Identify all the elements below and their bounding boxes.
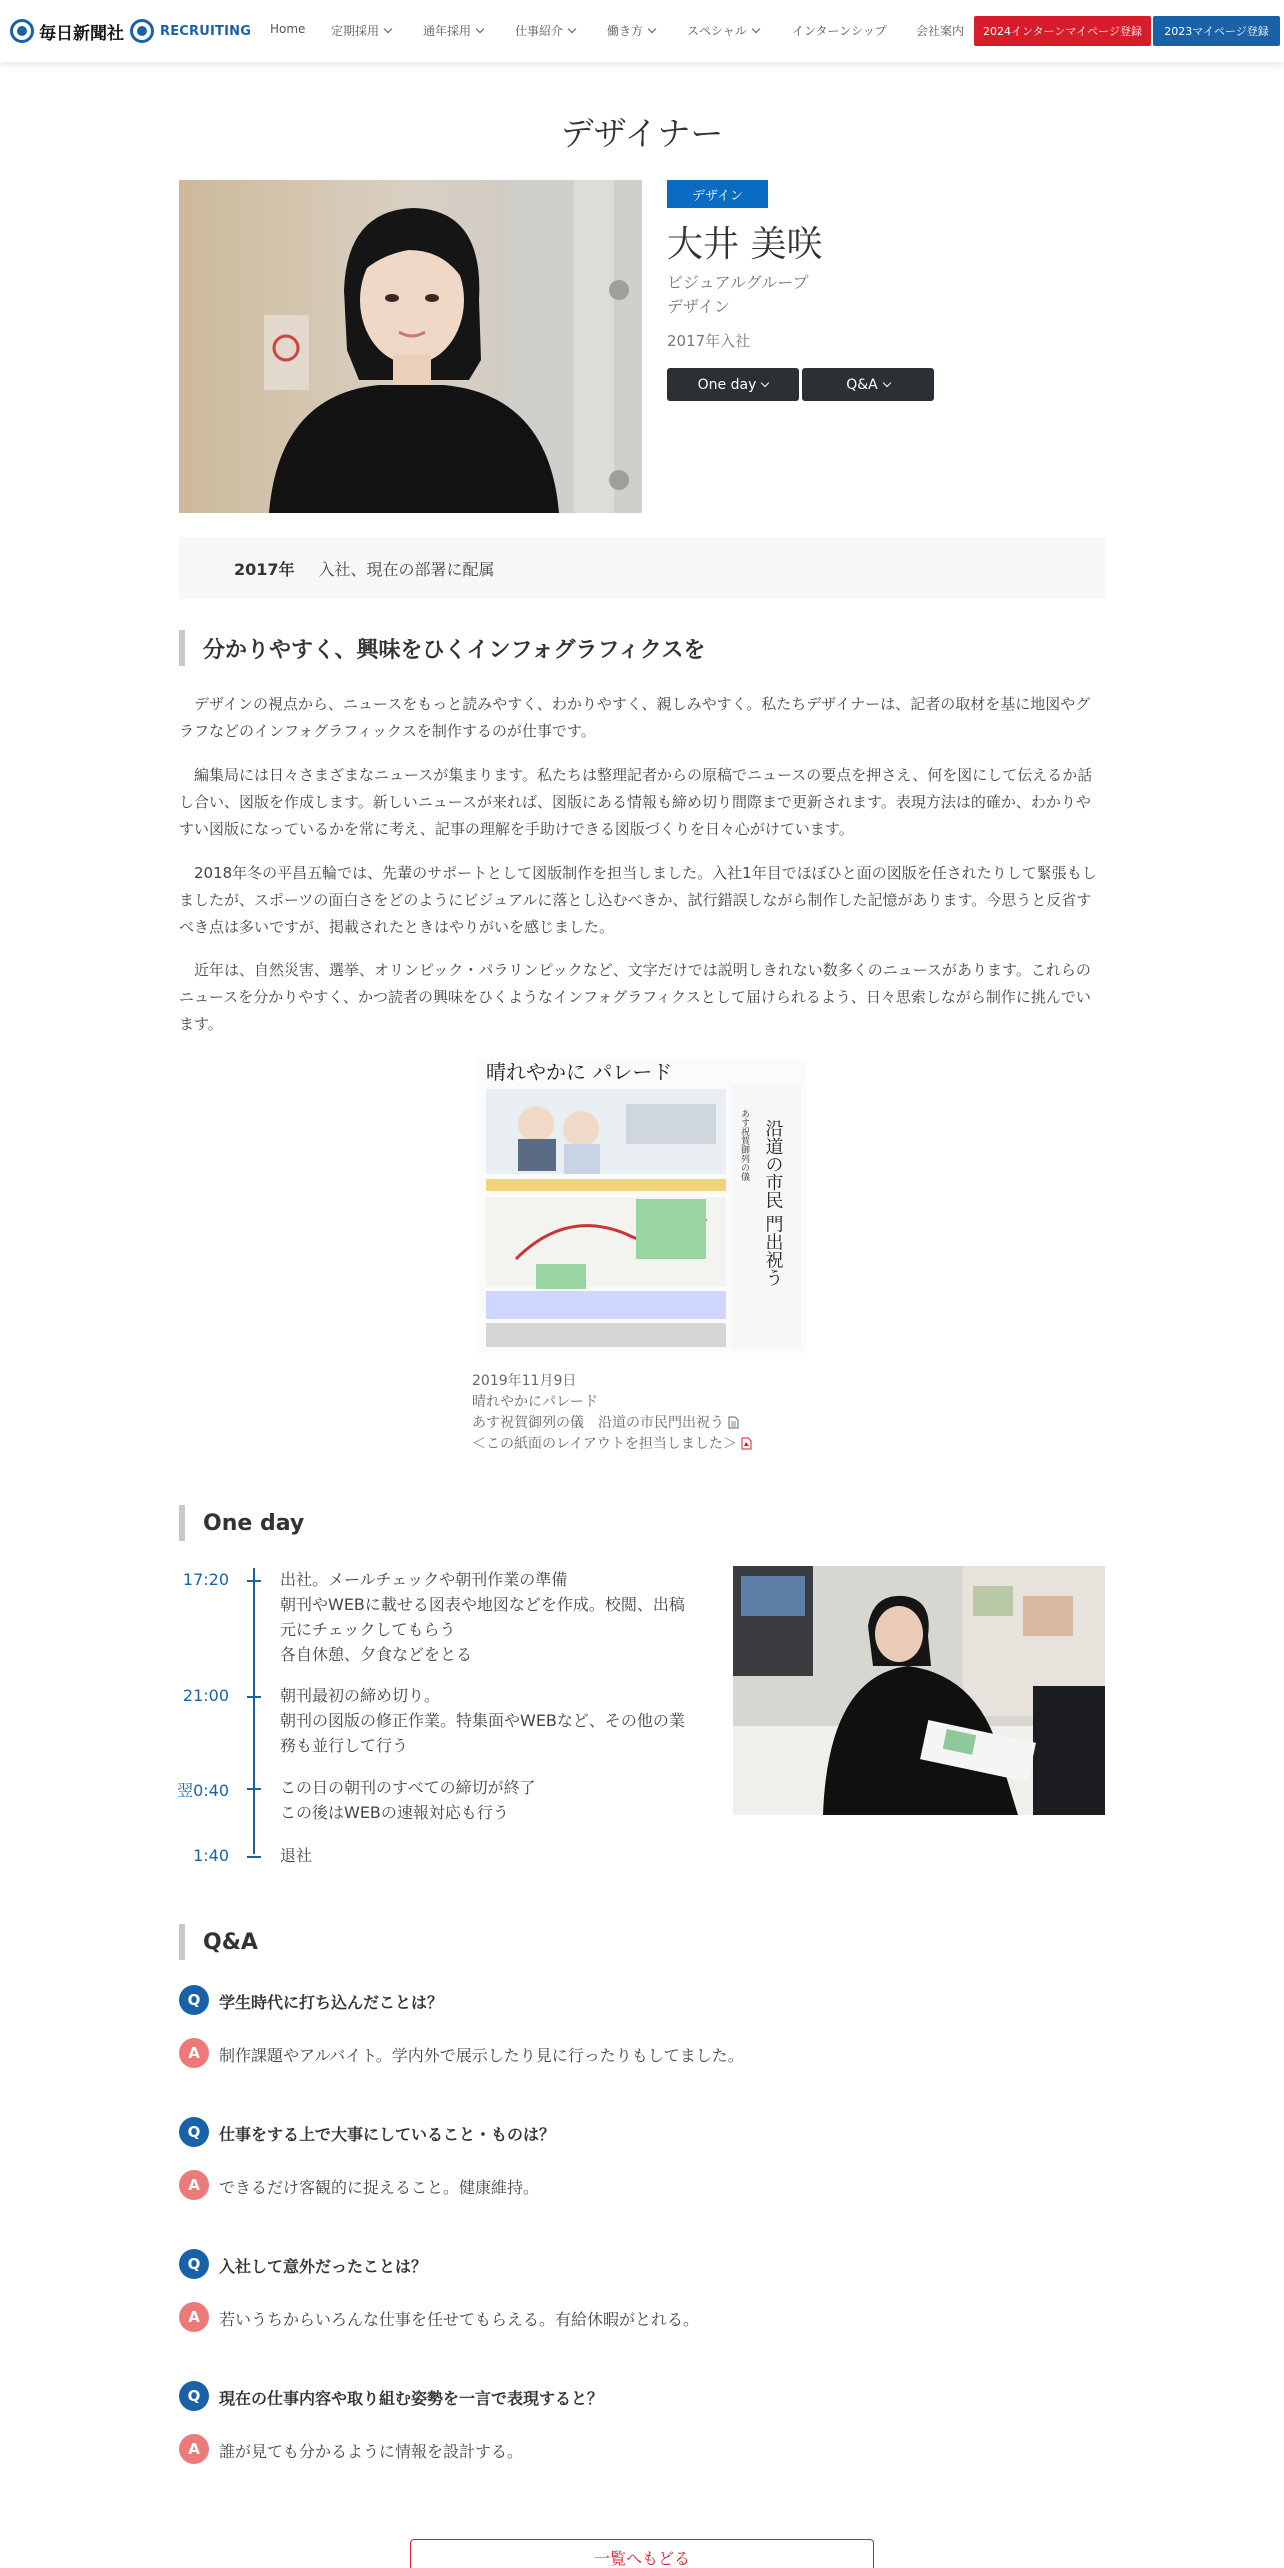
nav-regular-hiring[interactable]: 定期採用	[331, 22, 391, 39]
answer-icon: A	[179, 2434, 209, 2464]
category-badge: デザイン	[667, 180, 768, 208]
timeline-entry: 朝刊最初の締め切り。 朝刊の図版の修正作業。特集面やWEBなど、その他の業 務も並行して行う	[280, 1686, 685, 1755]
answer-icon: A	[179, 2302, 209, 2332]
qa-answer: 若いうちからいろんな仕事を任せてもらえる。有給休暇がとれる。	[219, 2310, 700, 2329]
back-to-list-button[interactable]: 一覧へもどる	[410, 2539, 874, 2568]
qa-question: 入社して意外だったことは？	[219, 2257, 428, 2276]
timeline-time: 1:40	[193, 1846, 229, 1865]
nav-year-round-hiring[interactable]: 通年採用	[423, 22, 483, 39]
timeline-line	[253, 1568, 255, 1854]
chevron-down-icon	[648, 24, 656, 32]
qa-answer: 制作課題やアルバイト。学内外で展示したり見に行ったりもしてました。	[219, 2046, 744, 2065]
mypage-register-button[interactable]: 2023マイページ登録	[1153, 16, 1280, 46]
qa-question: 仕事をする上で大事にしていること・ものは？	[219, 2125, 556, 2144]
timeline-time: 翌0:40	[177, 1781, 229, 1800]
nav-internship[interactable]: インターンシップ	[792, 24, 887, 38]
chevron-down-icon	[384, 24, 392, 32]
caption-pdf-link[interactable]: ＜この紙面のレイアウトを担当しました＞	[472, 1433, 752, 1453]
body-paragraph: 2018年冬の平昌五輪では、先輩のサポートとして図版制作を担当しました。入社1年目でほぼひと面の図版を任されたりして緊張もしましたが、スポーツの面白さをどのようにビジュアルに落とし込むべきか、試行錯誤しながら制作した記憶があります。今思うと反省すべき点は多いですが、掲載されたときはやりがいを感じました。	[179, 864, 1097, 936]
qa-jump-button[interactable]: Q&A	[802, 368, 934, 401]
navbar	[0, 0, 1284, 62]
caption-date: 2019年11月9日	[472, 1373, 577, 1389]
chevron-down-icon	[476, 24, 484, 32]
site-logo[interactable]	[10, 18, 251, 44]
newspaper-side-headline: 沿道の市民 門出祝う	[762, 1119, 784, 1287]
body-paragraph: 編集局には日々さまざまなニュースが集まります。私たちは整理記者からの原稿でニュースの要点を押さえ、何を図にして伝えるか話し合い、図版を作成します。新しいニュースが来れば、図版にある情報も締め切り間際まで更新されます。表現方法は的確か、わかりやすい図版になっているかを常に考え、記事の理解を手助けできる図版づくりを日々心がけています。	[179, 766, 1093, 838]
chevron-down-icon	[883, 378, 891, 386]
logo-recruiting: RECRUITING	[160, 23, 252, 39]
timeline-tick	[247, 1788, 261, 1790]
employee-dept: デザイン	[667, 297, 730, 316]
question-icon: Q	[179, 1985, 209, 2015]
newspaper-sub-headline: あす祝賀御列の儀	[739, 1109, 749, 1181]
nav-workstyle[interactable]: 働き方	[607, 22, 655, 39]
caption-subtitle-link[interactable]: あす祝賀御列の儀 沿道の市民門出祝う	[472, 1412, 739, 1432]
section-heading-qa: Q&A	[179, 1924, 258, 1960]
qa-question: 学生時代に打ち込んだことは？	[219, 1993, 444, 2012]
body-paragraph: デザインの視点から、ニュースをもっと読みやすく、わかりやすく、親しみやすく。私たちデザイナーは、記者の取材を基に地図やグラフなどのインフォグラフィックスを制作するのが仕事です。	[179, 695, 1091, 740]
logo-text: 毎日新聞社	[39, 23, 124, 44]
employee-name: 大井 美咲	[667, 224, 823, 265]
nav-special[interactable]: スペシャル	[687, 22, 759, 39]
oneday-photo	[733, 1566, 1105, 1815]
timeline-tick	[247, 1580, 261, 1582]
answer-icon: A	[179, 2170, 209, 2200]
caption-title: 晴れやかにパレード	[472, 1394, 598, 1410]
logo-eye-icon	[10, 19, 34, 43]
logo-eye-icon	[130, 19, 154, 43]
qa-answer: 誰が見ても分かるように情報を設計する。	[219, 2442, 524, 2461]
nav-company[interactable]: 会社案内	[916, 24, 965, 38]
history-text: 入社、現在の部署に配属	[318, 559, 495, 579]
section-heading-oneday: One day	[179, 1505, 304, 1541]
oneday-jump-button[interactable]: One day	[667, 368, 799, 401]
pdf-icon	[741, 1437, 752, 1450]
answer-icon: A	[179, 2038, 209, 2068]
timeline-time: 21:00	[182, 1686, 229, 1705]
profile-photo	[179, 180, 642, 513]
section-heading-main: 分かりやすく、興味をひくインフォグラフィクスを	[179, 630, 705, 666]
intern-mypage-button[interactable]: 2024インターンマイページ登録	[974, 16, 1151, 46]
question-icon: Q	[179, 2117, 209, 2147]
timeline-tick	[247, 1696, 261, 1698]
employee-group: ビジュアルグループ	[667, 273, 809, 292]
nav-home[interactable]: Home	[270, 22, 306, 36]
page-title: デザイナー	[560, 114, 724, 153]
history-year: 2017年	[234, 559, 295, 579]
career-history	[179, 537, 1105, 599]
timeline-time: 17:20	[182, 1570, 229, 1589]
question-icon: Q	[179, 2249, 209, 2279]
timeline-tick	[247, 1856, 261, 1858]
timeline-entry: 退社	[280, 1846, 313, 1865]
document-icon	[728, 1416, 739, 1429]
timeline-entry: 出社。メールチェックや朝刊作業の準備 朝刊やWEBに載せる図表や地図などを作成。校閲、出稿 元にチェックしてもらう 各自休憩、夕食などをとる	[280, 1570, 685, 1664]
newspaper-page-image	[476, 1059, 806, 1353]
question-icon: Q	[179, 2381, 209, 2411]
timeline-entry: この日の朝刊のすべての締切が終了 この後はWEBの速報対応も行う	[280, 1778, 536, 1822]
chevron-down-icon	[761, 378, 769, 386]
body-paragraph: 近年は、自然災害、選挙、オリンピック・パラリンピックなど、文字だけでは説明しきれない数多くのニュースがあります。これらのニュースを分かりやすく、かつ読者の興味をひくようなインフォグラフィクスとして届けられるよう、日々思索しながら制作に挑んでいます。	[179, 961, 1091, 1033]
qa-question: 現在の仕事内容や取り組む姿勢を一言で表現すると？	[219, 2389, 604, 2408]
chevron-down-icon	[752, 24, 760, 32]
qa-answer: できるだけ客観的に捉えること。健康維持。	[219, 2178, 540, 2197]
employee-joined: 2017年入社	[667, 332, 751, 350]
nav-jobs[interactable]: 仕事紹介	[515, 22, 575, 39]
newspaper-headline: 晴れやかに パレード	[486, 1060, 673, 1084]
chevron-down-icon	[568, 24, 576, 32]
